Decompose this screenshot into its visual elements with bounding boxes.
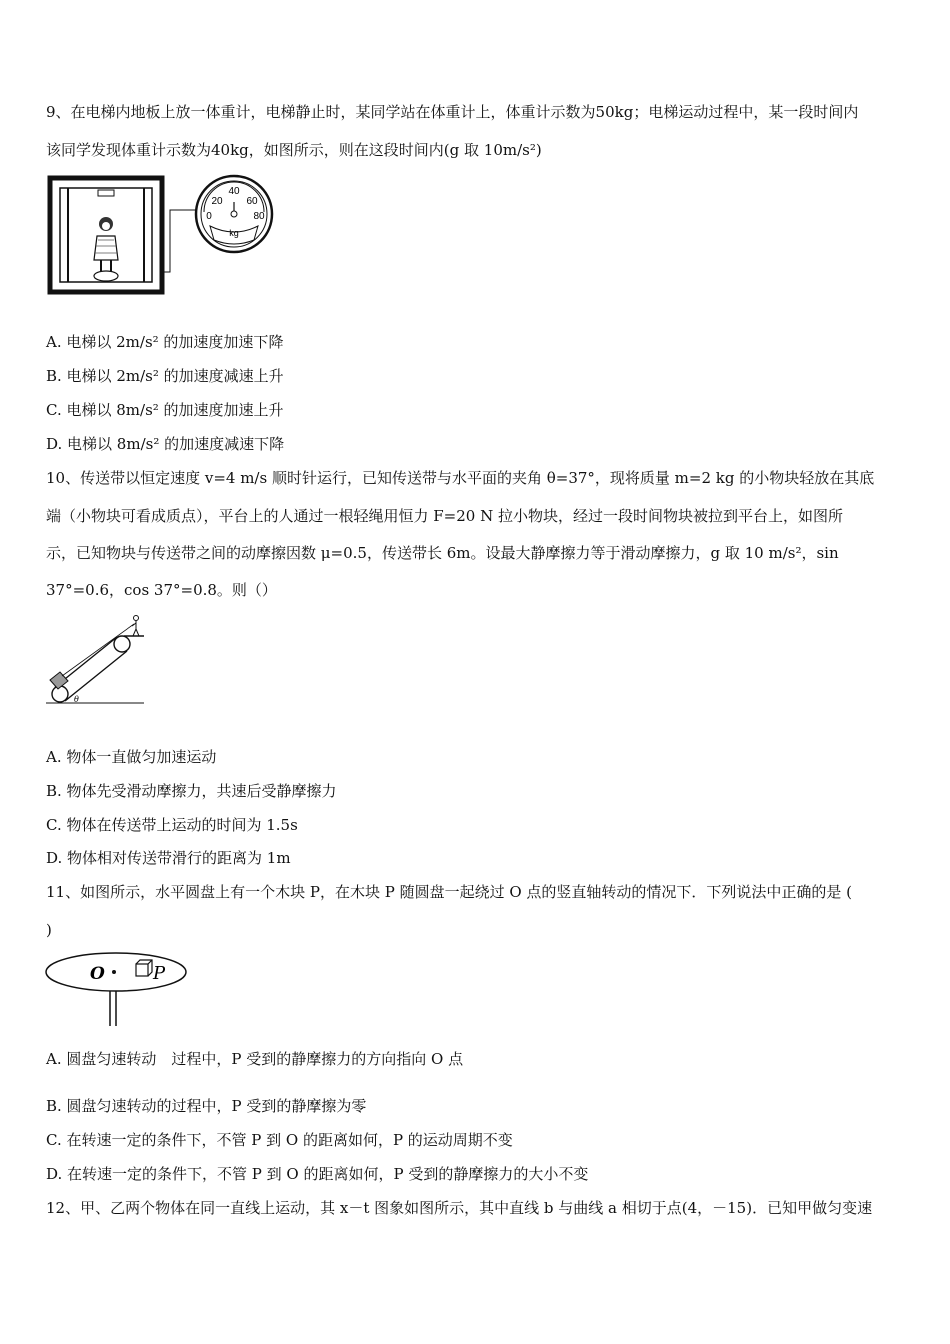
q10-stem-line3: 示，已知物块与传送带之间的动摩擦因数 μ=0.5，传送带长 6m。设最大静摩擦力等于滑动摩擦力，g 取 10 m/s²，sin <box>46 544 839 562</box>
q10-option-b[interactable]: B. 物体先受滑动摩擦力，共速后受静摩擦力 <box>46 782 337 800</box>
scale-tick-60: 60 <box>246 196 258 207</box>
block-p-label: P <box>153 963 166 984</box>
q12-stem-line1: 12、甲、乙两个物体在同一直线上运动，其 x－t 图象如图所示，其中直线 b 与曲线 a 相切于点(4，－15)．已知甲做匀变速 <box>46 1199 873 1217</box>
scale-tick-40: 40 <box>228 186 240 197</box>
q10-option-d[interactable]: D. 物体相对传送带滑行的距离为 1m <box>46 849 291 867</box>
point-o-label: O <box>90 964 105 984</box>
conveyor-belt-figure <box>44 610 194 710</box>
q9-stem-line1: 9、在电梯内地板上放一体重计，电梯静止时，某同学站在体重计上，体重计示数为50kg；电梯运动过程中，某一段时间内 <box>46 103 859 121</box>
q9-option-b[interactable]: B. 电梯以 2m/s² 的加速度减速上升 <box>46 367 284 385</box>
q10-stem-line4: 37°=0.6，cos 37°=0.8。则（） <box>46 581 277 599</box>
scale-tick-20: 20 <box>211 196 223 207</box>
q9-option-a[interactable]: A. 电梯以 2m/s² 的加速度加速下降 <box>46 333 284 351</box>
q11-option-c[interactable]: C. 在转速一定的条件下，不管 P 到 O 的距离如何，P 的运动周期不变 <box>46 1131 513 1149</box>
q9-option-c[interactable]: C. 电梯以 8m/s² 的加速度加速上升 <box>46 401 284 419</box>
scale-tick-80: 80 <box>253 211 265 222</box>
q10-option-a[interactable]: A. 物体一直做匀加速运动 <box>46 748 217 766</box>
q10-stem-line1: 10、传送带以恒定速度 v=4 m/s 顺时针运行，已知传送带与水平面的夹角 θ=37°，现将质量 m=2 kg 的小物块轻放在其底 <box>46 469 875 487</box>
q11-option-d[interactable]: D. 在转速一定的条件下，不管 P 到 O 的距离如何，P 受到的静摩擦力的大小不变 <box>46 1165 589 1183</box>
angle-label: θ <box>74 695 79 704</box>
q11-option-b[interactable]: B. 圆盘匀速转动的过程中，P 受到的静摩擦为零 <box>46 1097 367 1115</box>
elevator-scale-figure <box>46 174 286 296</box>
q11-stem-line1: 11、如图所示，水平圆盘上有一个木块 P，在木块 P 随圆盘一起绕过 O 点的竖直轴转动的情况下．下列说法中正确的是 ( <box>46 883 853 901</box>
scale-unit: kg <box>229 228 239 238</box>
q10-stem-line2: 端（小物块可看成质点），平台上的人通过一根轻绳用恒力 F=20 N 拉小物块，经过一段时间物块被拉到平台上，如图所 <box>46 507 843 525</box>
q11-option-a[interactable]: A. 圆盘匀速转动 过程中，P 受到的静摩擦力的方向指向 O 点 <box>46 1050 464 1068</box>
q9-stem-line2: 该同学发现体重计示数为40kg，如图所示，则在这段时间内(g 取 10m/s²) <box>46 141 542 159</box>
q9-option-d[interactable]: D. 电梯以 8m/s² 的加速度减速下降 <box>46 435 285 453</box>
scale-tick-0: 0 <box>206 211 212 222</box>
q11-stem-line2: ) <box>46 921 52 939</box>
q10-option-c[interactable]: C. 物体在传送带上运动的时间为 1.5s <box>46 816 298 834</box>
rotating-disc-figure <box>44 950 194 1030</box>
